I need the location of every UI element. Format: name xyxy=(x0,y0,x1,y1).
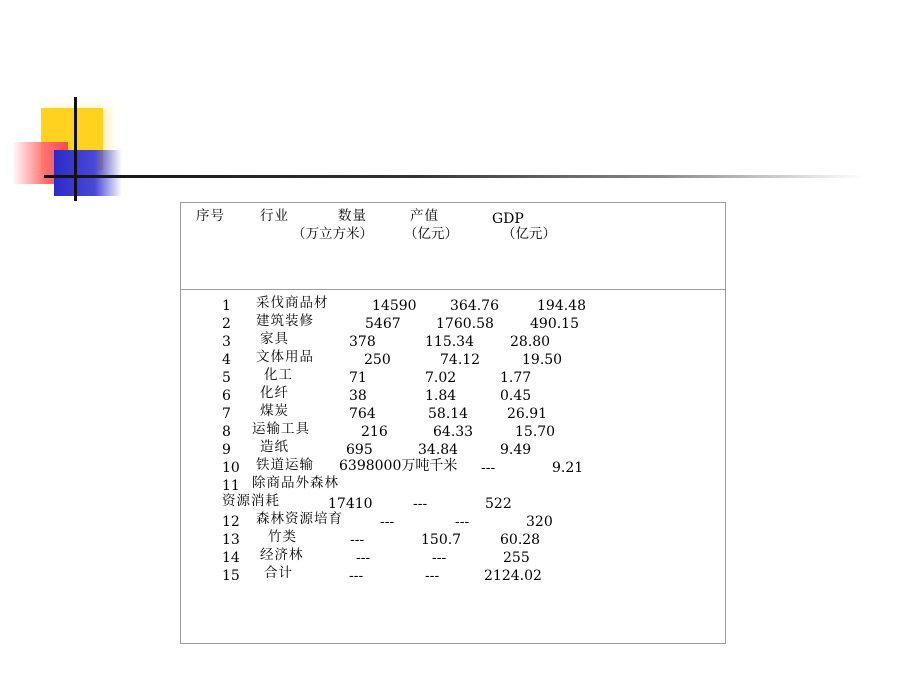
header-divider xyxy=(180,289,726,290)
row-name: 经济林 xyxy=(260,547,304,563)
row-qty: 6398000万吨千米 xyxy=(339,458,458,474)
row-no: 9 xyxy=(222,442,231,458)
header-output: 产值 xyxy=(410,208,439,224)
row-no: 5 xyxy=(222,370,231,386)
row-qty: --- xyxy=(380,514,395,530)
row-name: 除商品外森林 xyxy=(252,475,339,491)
row-gdp: 2124.02 xyxy=(484,568,542,584)
row-output: 150.7 xyxy=(421,532,462,548)
row-gdp: 60.28 xyxy=(500,532,541,548)
row-qty: 250 xyxy=(364,352,391,368)
row-no: 10 xyxy=(222,460,240,476)
logo-vertical-line xyxy=(74,97,77,201)
row-output: --- xyxy=(413,496,428,512)
row-qty: 216 xyxy=(361,424,388,440)
row-no: 12 xyxy=(222,514,240,530)
row-no: 11 xyxy=(222,478,240,494)
row-qty: 38 xyxy=(349,388,367,404)
row-output: --- xyxy=(481,460,496,476)
header-gdp: GDP xyxy=(492,211,524,227)
row-output: 115.34 xyxy=(425,334,474,350)
row-output: 1.84 xyxy=(425,388,457,404)
row-no: 4 xyxy=(222,352,231,368)
row-name: 化纤 xyxy=(260,385,289,401)
row-qty: 17410 xyxy=(328,496,373,512)
row-no: 6 xyxy=(222,388,231,404)
logo-blue-square xyxy=(54,150,122,196)
row-qty: 695 xyxy=(346,442,373,458)
row-output: 74.12 xyxy=(440,352,481,368)
row-output: --- xyxy=(425,568,440,584)
row-no: 1 xyxy=(222,298,231,314)
row-qty: --- xyxy=(349,568,364,584)
row-gdp: 320 xyxy=(526,514,553,530)
row-name-continued: 资源消耗 xyxy=(222,493,280,509)
row-gdp: 26.91 xyxy=(507,406,548,422)
row-gdp: 28.80 xyxy=(510,334,551,350)
header-quantity-unit: （万立方米） xyxy=(292,226,373,242)
row-no: 13 xyxy=(222,532,240,548)
header-gdp-unit: （亿元） xyxy=(502,226,556,242)
row-output: 58.14 xyxy=(428,406,469,422)
row-no: 3 xyxy=(222,334,231,350)
row-gdp: 194.48 xyxy=(537,298,586,314)
row-name: 合计 xyxy=(264,565,293,581)
row-gdp: 1.77 xyxy=(500,370,532,386)
row-name: 运输工具 xyxy=(252,421,310,437)
row-output: 34.84 xyxy=(418,442,459,458)
row-output: 64.33 xyxy=(433,424,474,440)
row-name: 化工 xyxy=(264,367,293,383)
row-qty: 14590 xyxy=(372,298,417,314)
header-quantity: 数量 xyxy=(338,208,367,224)
row-gdp: 15.70 xyxy=(515,424,556,440)
row-qty: 5467 xyxy=(365,316,401,332)
row-output: 1760.58 xyxy=(436,316,494,332)
row-name: 造纸 xyxy=(260,439,289,455)
row-no: 2 xyxy=(222,316,231,332)
row-qty: --- xyxy=(356,550,371,566)
row-output: 7.02 xyxy=(425,370,457,386)
row-no: 8 xyxy=(222,424,231,440)
row-name: 建筑装修 xyxy=(256,313,314,329)
row-output: --- xyxy=(455,514,470,530)
row-gdp: 522 xyxy=(485,496,512,512)
row-name: 竹类 xyxy=(268,529,297,545)
title-underline xyxy=(44,175,864,178)
row-name: 文体用品 xyxy=(256,349,314,365)
row-gdp: 255 xyxy=(503,550,530,566)
header-industry: 行业 xyxy=(260,208,289,224)
row-name: 铁道运输 xyxy=(256,457,314,473)
row-gdp: 9.21 xyxy=(552,460,584,476)
row-gdp: 9.49 xyxy=(500,442,532,458)
row-qty: --- xyxy=(350,532,365,548)
row-no: 14 xyxy=(222,550,240,566)
header-output-unit: （亿元） xyxy=(404,226,458,242)
row-name: 煤炭 xyxy=(260,403,289,419)
header-seq: 序号 xyxy=(196,208,225,224)
row-name: 采伐商品材 xyxy=(256,295,329,311)
row-output: --- xyxy=(432,550,447,566)
row-name: 森林资源培育 xyxy=(256,511,343,527)
row-output: 364.76 xyxy=(450,298,499,314)
row-qty: 378 xyxy=(349,334,376,350)
row-qty: 71 xyxy=(349,370,367,386)
row-gdp: 19.50 xyxy=(522,352,563,368)
row-no: 7 xyxy=(222,406,231,422)
row-qty: 764 xyxy=(349,406,376,422)
row-no: 15 xyxy=(222,568,240,584)
row-gdp: 0.45 xyxy=(500,388,532,404)
row-gdp: 490.15 xyxy=(530,316,579,332)
row-name: 家具 xyxy=(260,331,289,347)
